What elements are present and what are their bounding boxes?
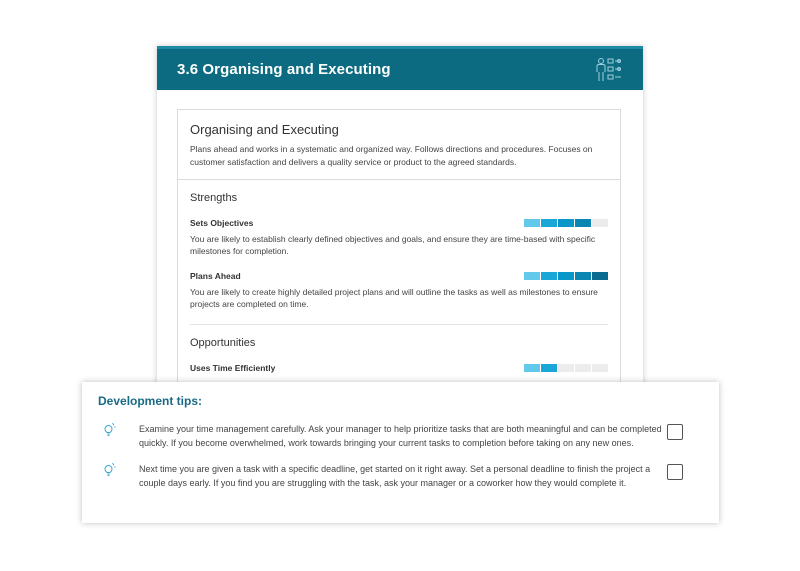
- trait-name: Sets Objectives: [190, 218, 254, 228]
- strengths-title: Strengths: [190, 192, 238, 204]
- score-segment: [592, 364, 608, 372]
- score-segment: [524, 364, 540, 372]
- lightbulb-icon: [102, 423, 116, 437]
- strengths-section: [178, 180, 620, 325]
- report-header: [157, 46, 643, 90]
- trait-description: You are likely to establish clearly defined objectives and goals, and ensure they are time-based with specific milestones for completion.: [190, 234, 596, 256]
- page-title: 3.6 Organising and Executing: [177, 61, 391, 78]
- score-bar: [524, 219, 608, 227]
- score-bar: [524, 364, 608, 372]
- score-segment: [575, 364, 591, 372]
- score-segment: [575, 219, 591, 227]
- tip-item: [98, 462, 703, 490]
- card-title: Organising and Executing: [190, 122, 339, 137]
- tip-item: [98, 422, 703, 450]
- trait-item: [190, 363, 608, 373]
- score-segment: [524, 219, 540, 227]
- tips-title: Development tips:: [98, 394, 203, 408]
- tip-text: Examine your time management carefully. Ask your manager to help prioritize tasks that are both meaningful and can be completed quickly. If you become overwhelmed, work towards bringing your current tasks to completion before taking on any new ones.: [139, 424, 662, 448]
- trait-item: [190, 271, 608, 310]
- score-segment: [592, 272, 608, 280]
- score-segment: [558, 272, 574, 280]
- trait-name: Uses Time Efficiently: [190, 363, 276, 373]
- lightbulb-icon: [102, 463, 116, 477]
- score-bar: [524, 272, 608, 280]
- tip-checkbox[interactable]: [667, 424, 683, 440]
- trait-description: You are likely to create highly detailed project plans and will outline the tasks as well as milestones to ensure projects are completed on time.: [190, 287, 598, 309]
- section-divider: [190, 324, 608, 325]
- score-segment: [558, 219, 574, 227]
- score-segment: [524, 272, 540, 280]
- score-segment: [558, 364, 574, 372]
- score-segment: [592, 219, 608, 227]
- report-page: [157, 46, 643, 391]
- score-segment: [575, 272, 591, 280]
- trait-name: Plans Ahead: [190, 271, 241, 281]
- tip-text: Next time you are given a task with a specific deadline, get started on it right away. Set a personal deadline to finish the project a couple days early. If you find you are struggling with the task, ask your manager or a coworker how they would complete it.: [139, 464, 651, 488]
- opportunities-section: [178, 337, 620, 373]
- trait-item: [190, 218, 608, 257]
- score-segment: [541, 219, 557, 227]
- competency-card: [177, 109, 621, 391]
- tip-checkbox[interactable]: [667, 464, 683, 480]
- opportunities-title: Opportunities: [190, 337, 256, 349]
- development-tips-panel: [82, 382, 719, 523]
- org-chart-icon: [595, 56, 623, 84]
- card-intro: [178, 110, 620, 180]
- score-segment: [541, 364, 557, 372]
- card-description: Plans ahead and works in a systematic and organized way. Follows directions and procedures. Focuses on customer satisfaction and delivers a quality service or product to the agreed standards.: [190, 144, 593, 167]
- score-segment: [541, 272, 557, 280]
